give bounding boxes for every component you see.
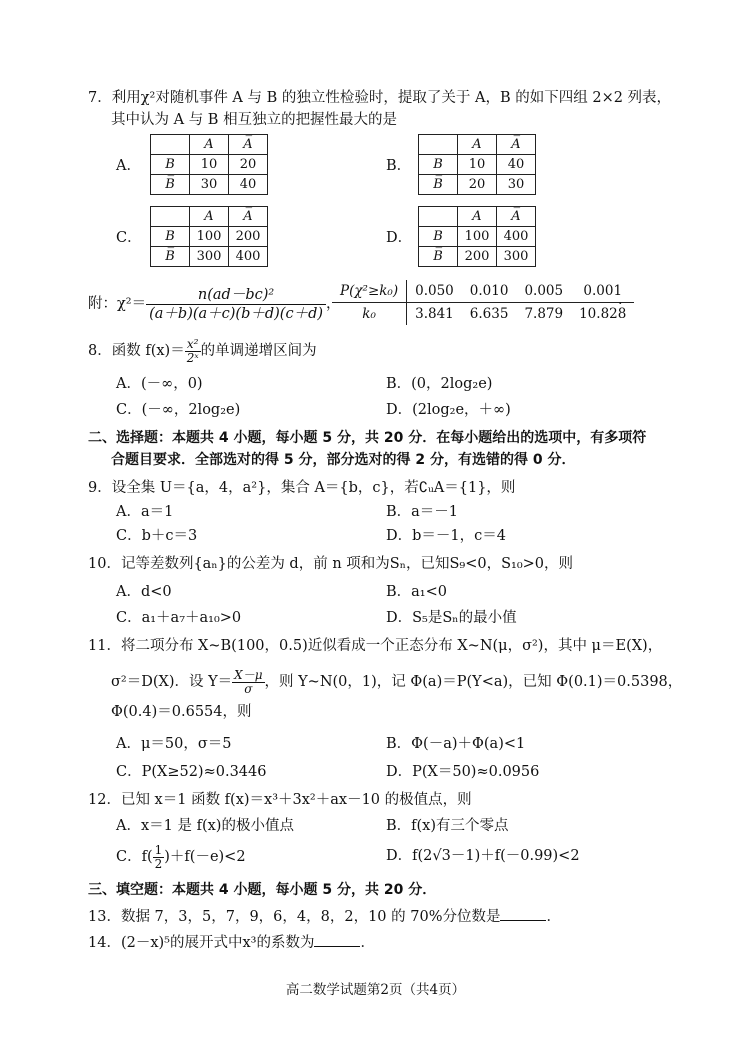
note-prefix: 附：χ²＝ <box>88 296 147 312</box>
page-footer: 高二数学试题第2页（共4页） <box>285 982 466 998</box>
q10-stem: 10．记等差数列{aₙ}的公差为 d，前 n 项和为Sₙ，已知S₉<0，S₁₀>0，则 <box>88 556 574 572</box>
table-header: A̅ <box>497 207 536 227</box>
q7-option-a-table <box>150 134 268 195</box>
q12-c-suffix: )＋f(－e)<2 <box>164 849 246 865</box>
q13-stem <box>88 906 561 927</box>
q9-option-a: A．a＝1 <box>116 504 174 520</box>
q7-option-d-label: D． <box>386 230 413 246</box>
q7-option-d-table <box>418 206 536 267</box>
crit-k-value: 7.879 <box>524 306 564 322</box>
table-row-header: B <box>419 227 458 247</box>
q14-end: ． <box>360 935 375 951</box>
q11-frac-num: X－μ <box>234 667 263 682</box>
q13-end: ． <box>546 909 561 925</box>
crit-row-label: k₀ <box>332 303 407 326</box>
crit-header: P(χ²≥k₀) <box>332 280 407 303</box>
q14-text: 14．(2－x)⁵的展开式中x³的系数为 <box>88 935 315 951</box>
q8-option-d: D．(2log₂e，＋∞) <box>386 402 511 418</box>
table-header: A <box>458 207 497 227</box>
q11-line2-suffix: ，则 Y~N(0，1)，记 Φ(a)＝P(Y<a)，已知 Φ(0.1)＝0.5398， <box>264 674 683 690</box>
table-cell: 40 <box>229 175 268 195</box>
table-cell: 400 <box>229 247 268 267</box>
crit-p-value: 0.050 <box>407 280 462 303</box>
section2-line1: 二、选择题：本题共 4 小题，每小题 5 分，共 20 分．在每小题给出的选项中，有多项符 <box>88 430 647 446</box>
q7-option-b-table <box>418 134 536 195</box>
table-cell: 40 <box>497 155 536 175</box>
q13-text: 13．数据 7，3，5，7，9，6，4，8，2，10 的 70%分位数是 <box>88 909 501 925</box>
table-header: A̅ <box>229 207 268 227</box>
crit-k-value: 6.635 <box>469 306 509 322</box>
chi-square-formula <box>146 286 326 323</box>
note-comma: ， <box>326 296 341 312</box>
crit-k-value: 10.828 <box>579 306 627 322</box>
q7-option-a-label: A． <box>116 158 141 174</box>
q8-option-b: B．(0，2log₂e) <box>386 376 493 392</box>
table-row-header: B̅ <box>151 247 190 267</box>
q13-answer-blank <box>500 906 546 921</box>
q10-option-b: B．a₁<0 <box>386 584 447 600</box>
q9-option-b: B．a＝－1 <box>386 504 459 520</box>
q11-option-b: B．Φ(－a)＋Φ(a)<1 <box>386 736 526 752</box>
table-cell: 100 <box>458 227 497 247</box>
q8-stem-prefix: 8．函数 f(x)＝ <box>88 343 185 359</box>
q8-fraction <box>185 338 201 365</box>
table-cell: 300 <box>497 247 536 267</box>
table-cell: 200 <box>229 227 268 247</box>
q8-frac-num: x² <box>185 338 201 352</box>
q14-answer-blank <box>314 932 360 947</box>
q12-c-num: 1 <box>154 842 163 857</box>
table-header: A̅ <box>229 135 268 155</box>
section2-line2: 合题目要求．全部选对的得 5 分，部分选对的得 2 分，有选错的得 0 分． <box>111 452 576 468</box>
q12-stem: 12．已知 x＝1 函数 f(x)＝x³＋3x²＋ax－10 的极值点，则 <box>88 792 472 808</box>
table-header: A <box>458 135 497 155</box>
q8-option-a: A．(－∞，0) <box>116 376 203 392</box>
table-cell: 400 <box>497 227 536 247</box>
q7-stem-line2: 其中认为 A 与 B 相互独立的把握性最大的是 <box>111 112 398 128</box>
q14-stem <box>88 932 375 953</box>
table-cell: 10 <box>190 155 229 175</box>
table-corner <box>419 135 458 155</box>
q11-option-c: C．P(X≥52)≈0.3446 <box>116 764 267 780</box>
q7-option-c-table <box>150 206 268 267</box>
table-row-header: B <box>151 227 190 247</box>
critical-value-table <box>332 280 634 325</box>
q9-option-c: C．b＋c＝3 <box>116 528 198 544</box>
q11-frac-den: σ <box>244 681 253 696</box>
table-cell: 20 <box>229 155 268 175</box>
table-header: A <box>190 207 229 227</box>
table-header: A <box>190 135 229 155</box>
table-cell: 300 <box>190 247 229 267</box>
crit-p-value: 0.005 <box>516 280 571 303</box>
q8-stem-suffix: 的单调递增区间为 <box>200 343 317 359</box>
table-row-header: B̅ <box>419 247 458 267</box>
q11-stem-line1: 11．将二项分布 X~B(100，0.5)近似看成一个正态分布 X~N(μ，σ²)，其中 μ＝E(X)， <box>88 638 663 654</box>
q12-option-d: D．f(2√3－1)＋f(－0.99)<2 <box>386 848 580 864</box>
q9-stem: 9．设全集 U＝{a，4，a²}，集合 A＝{b，c}，若∁ᵤA＝{1}，则 <box>88 480 516 496</box>
table-cell: 30 <box>190 175 229 195</box>
table-cell: 200 <box>458 247 497 267</box>
table-cell: 10 <box>458 155 497 175</box>
q10-option-d: D．S₅是Sₙ的最小值 <box>386 610 517 626</box>
q11-stem-line2 <box>111 664 682 700</box>
table-corner <box>151 135 190 155</box>
crit-p-value: 0.001 <box>571 280 634 303</box>
q7-option-b-label: B． <box>386 158 412 174</box>
q11-option-a: A．μ＝50，σ＝5 <box>116 736 232 752</box>
section3-line: 三、填空题：本题共 4 小题，每小题 5 分，共 20 分． <box>88 882 437 898</box>
q12-option-b: B．f(x)有三个零点 <box>386 818 509 834</box>
crit-k-value: 3.841 <box>415 306 454 322</box>
q9-option-d: D．b＝－1，c＝4 <box>386 528 506 544</box>
q11-stem-line3: Φ(0.4)＝0.6554，则 <box>111 704 252 720</box>
q7-option-c-label: C． <box>116 230 142 246</box>
q11-fraction <box>232 669 264 696</box>
table-cell: 20 <box>458 175 497 195</box>
table-corner <box>151 207 190 227</box>
crit-p-value: 0.010 <box>462 280 517 303</box>
q7-formula-note <box>88 284 341 324</box>
crit-period: ． <box>618 292 633 308</box>
table-row-header: B̅ <box>151 175 190 195</box>
q11-line2-prefix: σ²＝D(X)．设 Y＝ <box>111 674 233 690</box>
q7-stem-line1: 7．利用χ²对随机事件 A 与 B 的独立性检验时，提取了关于 A，B 的如下四组 2×2 列表， <box>88 90 672 106</box>
q12-option-c <box>116 842 246 872</box>
formula-denominator: (a＋b)(a＋c)(b＋d)(c＋d) <box>149 305 324 322</box>
table-row-header: B̅ <box>419 175 458 195</box>
q12-c-den: 2 <box>154 856 163 871</box>
formula-numerator: n(ad－bc)² <box>146 286 326 305</box>
q10-option-c: C．a₁＋a₇＋a₁₀>0 <box>116 610 242 626</box>
q12-option-a: A．x＝1 是 f(x)的极小值点 <box>116 818 294 834</box>
q12-c-fraction <box>153 844 165 871</box>
q11-option-d: D．P(X＝50)≈0.0956 <box>386 764 540 780</box>
q8-option-c: C．(－∞，2log₂e) <box>116 402 241 418</box>
q10-option-a: A．d<0 <box>116 584 172 600</box>
table-cell: 30 <box>497 175 536 195</box>
table-row-header: B <box>419 155 458 175</box>
table-corner <box>419 207 458 227</box>
q12-c-prefix: C．f( <box>116 849 153 865</box>
q8-frac-den: 2ˣ <box>186 350 199 365</box>
table-cell: 100 <box>190 227 229 247</box>
q8-stem <box>88 334 317 368</box>
table-row-header: B <box>151 155 190 175</box>
table-header: A̅ <box>497 135 536 155</box>
